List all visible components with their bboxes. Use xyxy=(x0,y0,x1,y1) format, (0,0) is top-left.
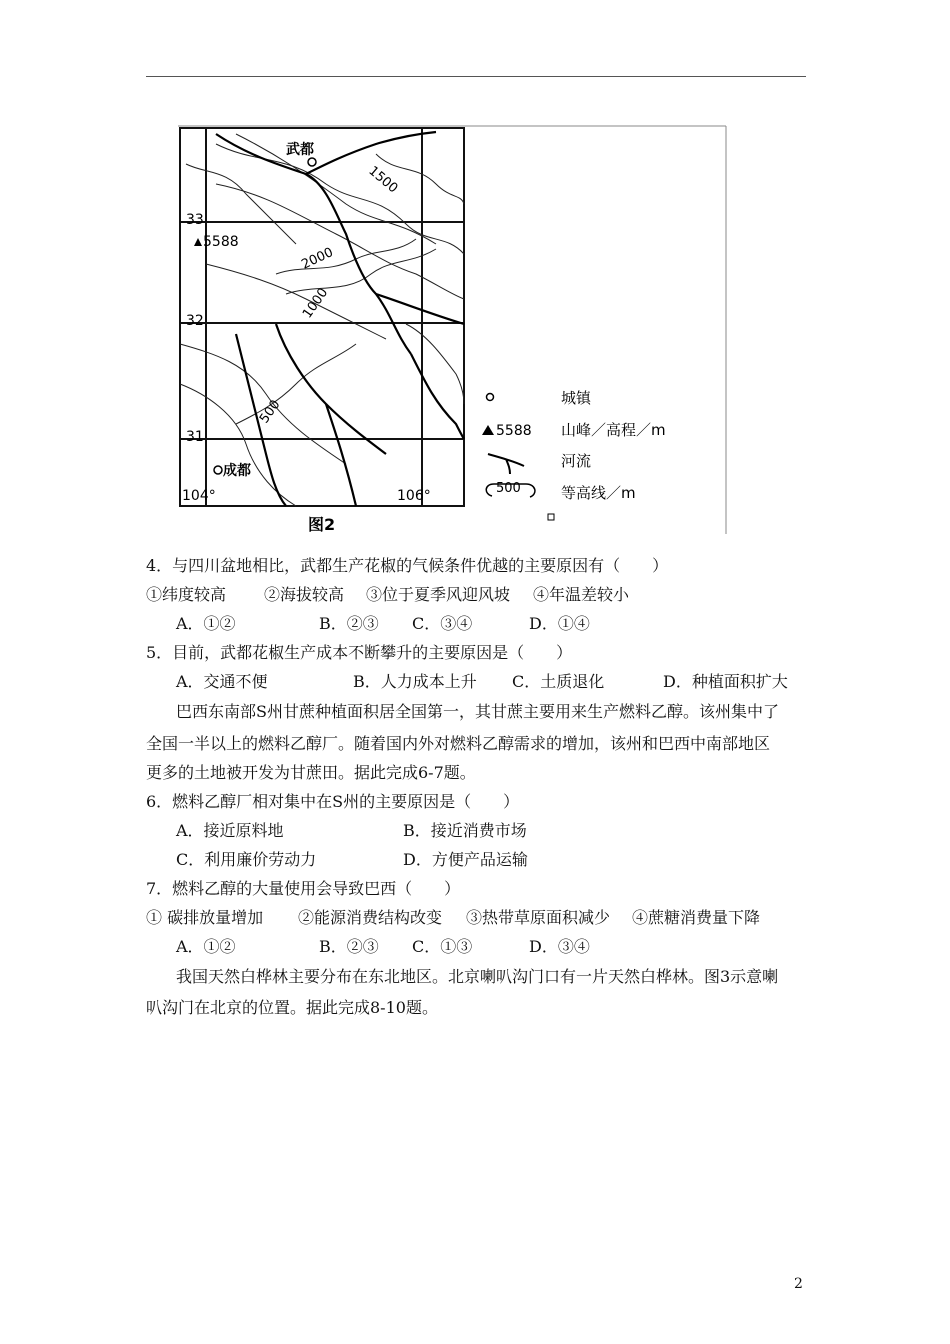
q5-stem: 5．目前，武都花椒生产成本不断攀升的主要原因是（ ） xyxy=(146,643,573,662)
town-wudu-marker xyxy=(308,158,316,166)
q6-option-b: B．接近消费市场 xyxy=(403,821,527,840)
passage-beijing-line-2: 叭沟门在北京的位置。据此完成8-10题。 xyxy=(146,998,438,1017)
small-square-mark xyxy=(548,514,554,520)
legend-river-label: 河流 xyxy=(561,452,592,470)
q7-option-b: B．②③ xyxy=(319,937,379,956)
q7-item-1: ① 碳排放量增加 xyxy=(146,908,264,927)
q7-option-d: D．③④ xyxy=(529,937,590,956)
legend-contour-value: 500 xyxy=(496,481,521,496)
q5-option-b: B．人力成本上升 xyxy=(353,672,477,691)
lat-label-31: 31 xyxy=(186,429,204,445)
town-wudu-label: 武都 xyxy=(286,142,314,158)
passage-brazil-line-3: 更多的土地被开发为甘蔗田。据此完成6-7题。 xyxy=(146,763,476,782)
passage-brazil-line-1: 巴西东南部S州甘蔗种植面积居全国第一，其甘蔗主要用来生产燃料乙醇。该州集中了 xyxy=(176,702,779,721)
contour-label-1000: 1000 xyxy=(299,285,332,322)
contour-label-2000: 2000 xyxy=(299,245,336,273)
legend-peak-label: 山峰／高程／m xyxy=(561,421,666,439)
legend-town-label: 城镇 xyxy=(561,389,592,407)
q7-item-4: ④蔗糖消费量下降 xyxy=(632,908,761,927)
legend-peak-value: 5588 xyxy=(496,423,532,439)
q5-option-a: A．交通不便 xyxy=(176,672,268,691)
town-chengdu-label: 成都 xyxy=(223,463,251,479)
legend-town-icon xyxy=(487,394,494,401)
passage-brazil-line-2: 全国一半以上的燃料乙醇厂。随着国内外对燃料乙醇需求的增加，该州和巴西中南部地区 xyxy=(146,734,771,753)
q5-option-c: C．土质退化 xyxy=(512,672,605,691)
q4-item-2: ②海拔较高 xyxy=(264,585,345,604)
q7-item-2: ②能源消费结构改变 xyxy=(298,908,443,927)
contour-label-1500: 1500 xyxy=(365,163,401,197)
q5-option-d: D．种植面积扩大 xyxy=(663,672,788,691)
q6-option-a: A．接近原料地 xyxy=(176,821,284,840)
q4-item-3: ③位于夏季风迎风坡 xyxy=(366,585,511,604)
q6-option-c: C．利用廉价劳动力 xyxy=(176,850,317,869)
town-chengdu-marker xyxy=(214,466,222,474)
q7-stem: 7．燃料乙醇的大量使用会导致巴西（ ） xyxy=(146,879,461,898)
q4-option-c: C．③④ xyxy=(412,614,473,633)
q7-item-3: ③热带草原面积减少 xyxy=(466,908,611,927)
topographic-map-figure xyxy=(176,124,728,536)
q4-option-a: A．①② xyxy=(176,614,236,633)
q4-option-b: B．②③ xyxy=(319,614,379,633)
q6-option-d: D．方便产品运输 xyxy=(403,850,528,869)
peak-label: 5588 xyxy=(203,234,239,250)
lon-label-106: 106° xyxy=(397,488,431,504)
q6-stem: 6．燃料乙醇厂相对集中在S州的主要原因是（ ） xyxy=(146,792,520,811)
lon-label-104: 104° xyxy=(182,488,216,504)
q4-option-d: D．①④ xyxy=(529,614,590,633)
q4-stem: 4．与四川盆地相比，武都生产花椒的气候条件优越的主要原因有（ ） xyxy=(146,556,669,575)
q4-item-4: ④年温差较小 xyxy=(533,585,630,604)
q7-option-c: C．①③ xyxy=(412,937,473,956)
lat-label-33: 33 xyxy=(186,212,204,228)
legend-contour-label: 等高线／m xyxy=(561,484,636,502)
q4-item-1: ①纬度较高 xyxy=(146,585,227,604)
figure-caption: 图2 xyxy=(308,515,336,534)
legend-river-icon xyxy=(488,454,524,474)
header-rule xyxy=(146,76,806,77)
contour-label-500: 500 xyxy=(256,397,284,427)
passage-beijing-line-1: 我国天然白桦林主要分布在东北地区。北京喇叭沟门口有一片天然白桦林。图3示意喇 xyxy=(176,967,779,986)
map-legend xyxy=(482,389,666,502)
page-number: 2 xyxy=(794,1276,803,1292)
lat-label-32: 32 xyxy=(186,313,204,329)
q7-option-a: A．①② xyxy=(176,937,236,956)
legend-peak-icon xyxy=(482,425,494,435)
